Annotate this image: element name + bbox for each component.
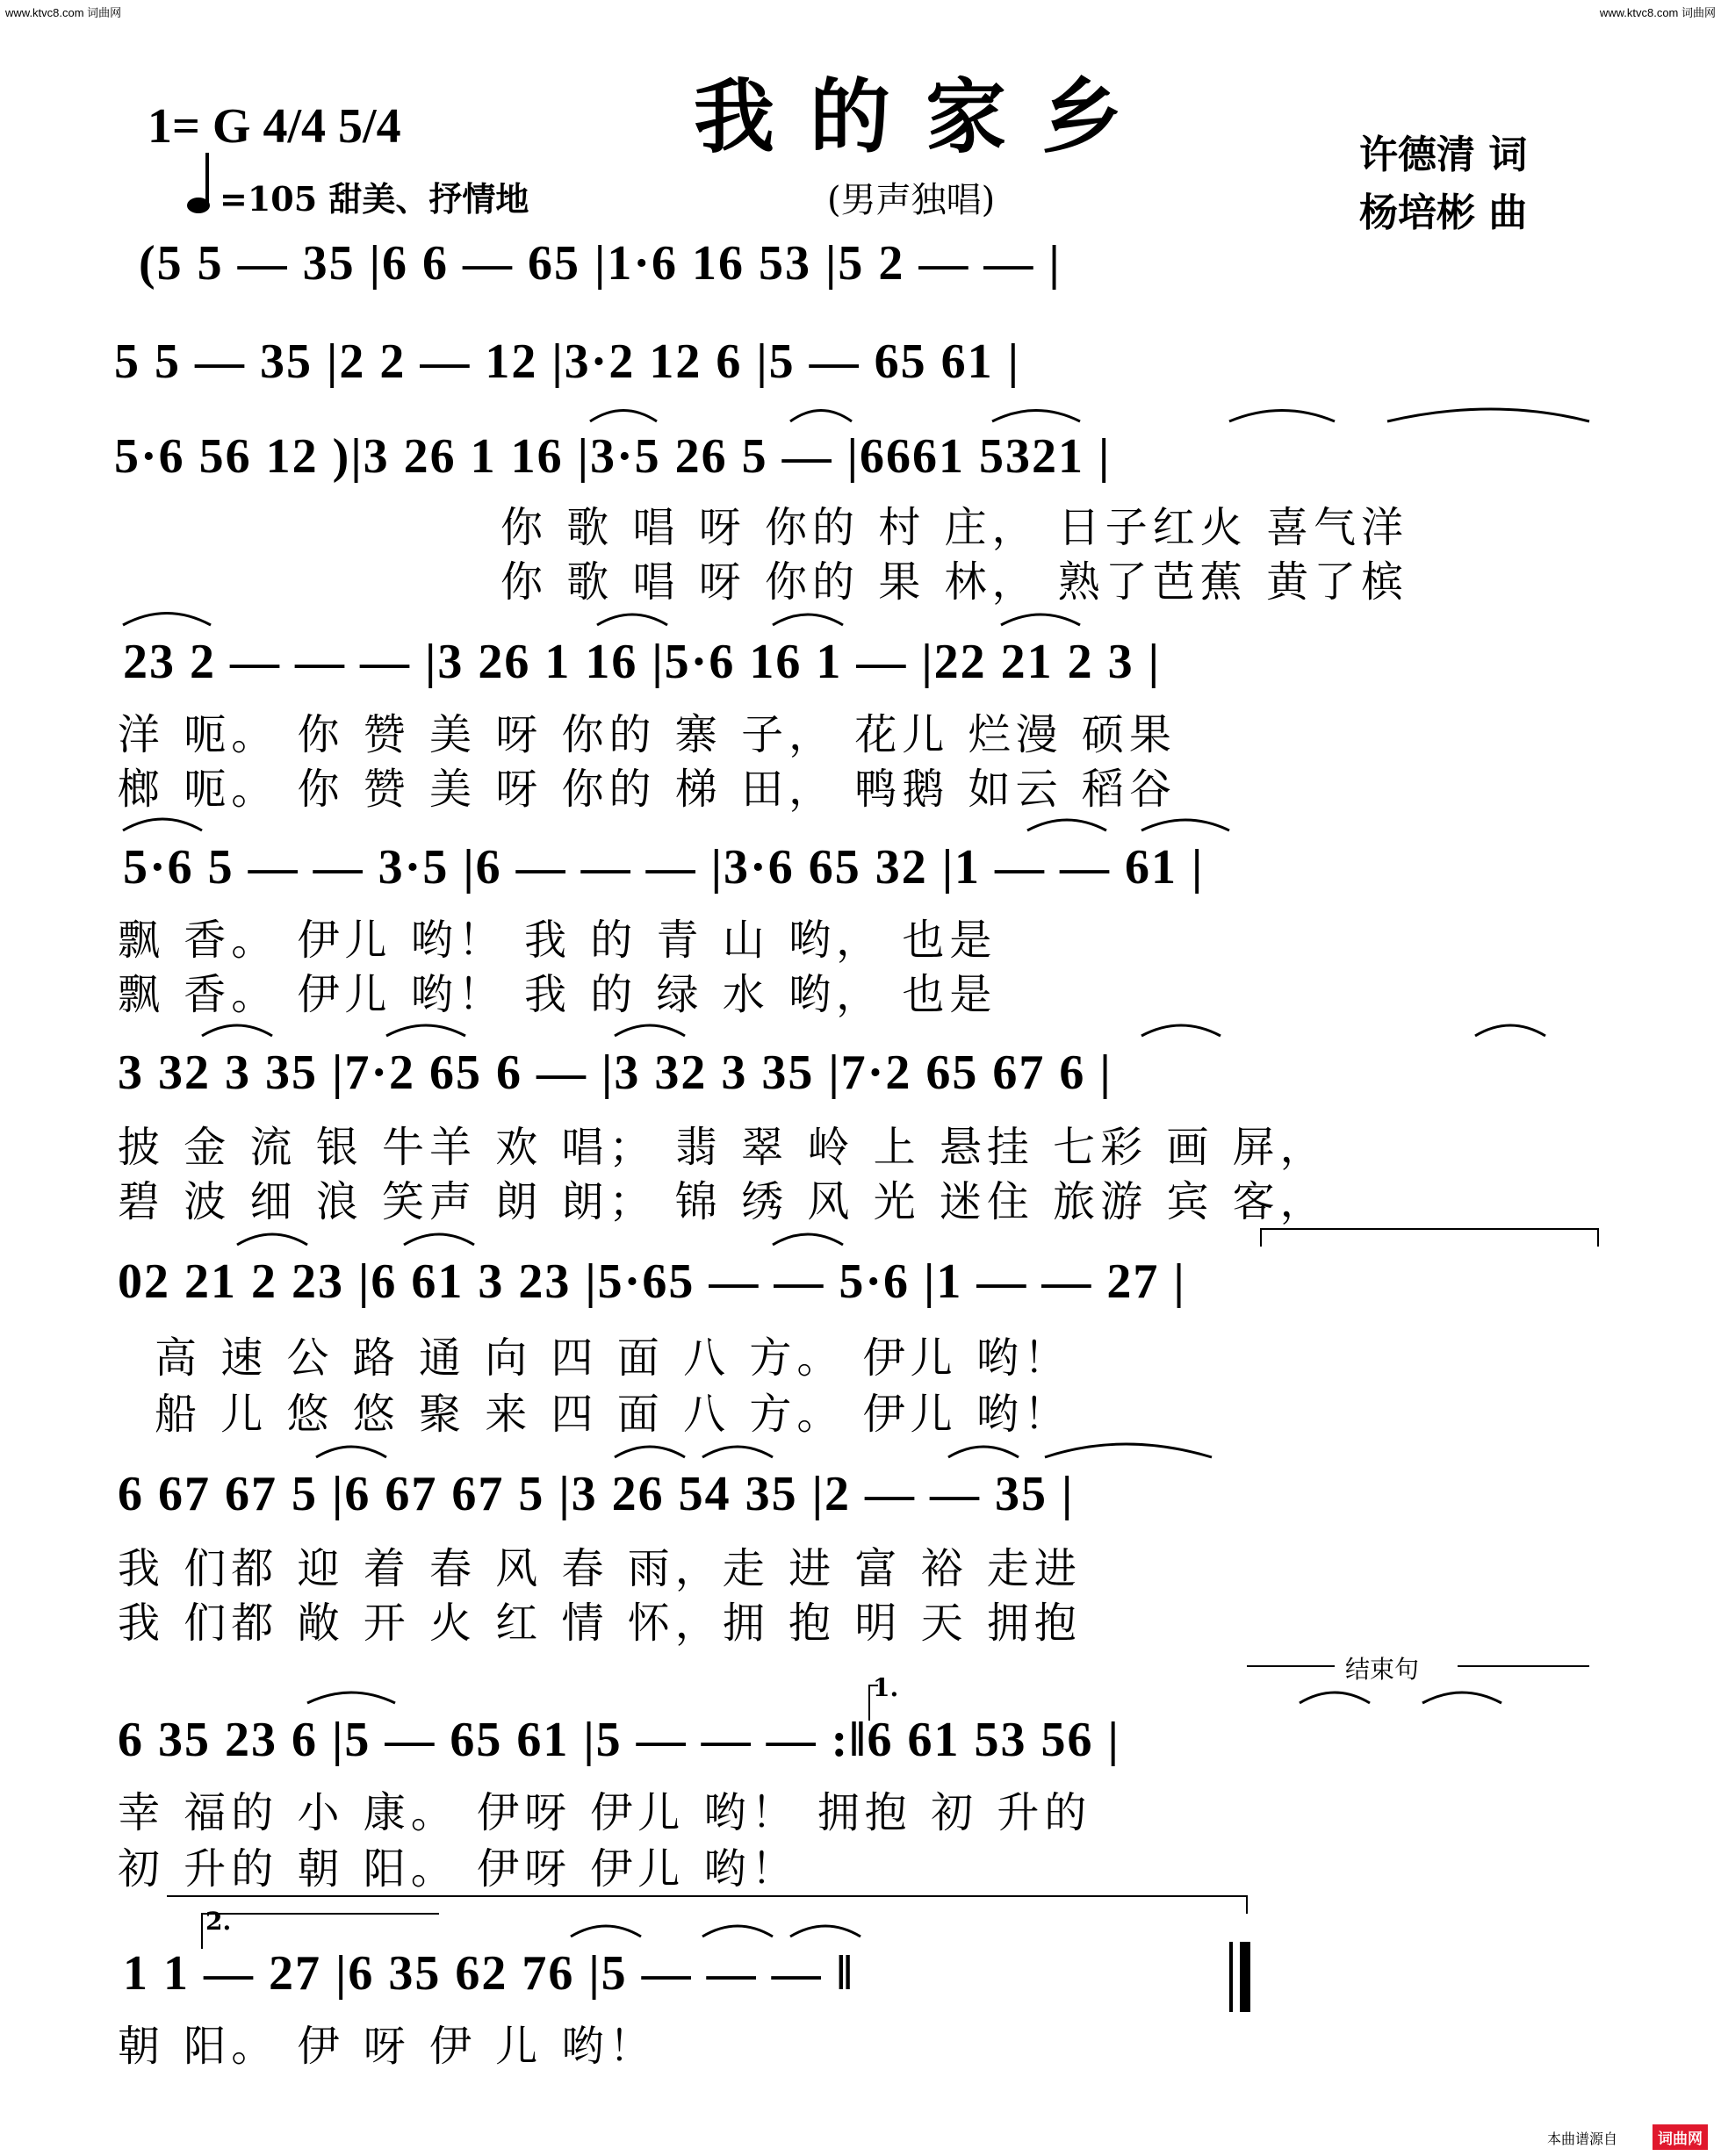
lyric-line-6-verse-2: 碧 波 细 浪 笑声 朗 朗； 锦 绣 风 光 迷住 旅游 宾 客，	[118, 1177, 1328, 1226]
volta-1-label: 1.	[873, 1673, 899, 1702]
slur	[790, 411, 852, 422]
slur	[597, 614, 667, 625]
notation-line-6: 3 32 3 35 |7·2 65 6 — |3 32 3 35 |7·2 65 67 6 |	[118, 1046, 1113, 1100]
notation-line-3: 5·6 56 12 )|3 26 1 16 |3·5 26 5 — |6661 5321 |	[114, 429, 1112, 484]
lyric-line-7-verse-2: 船 儿 悠 悠 聚 来 四 面 八 方。 伊儿 哟！	[155, 1390, 1071, 1439]
volta-bracket-open	[1261, 1229, 1598, 1247]
composer-credit: 杨培彬 曲	[1359, 190, 1528, 235]
notation-line-8: 6 67 67 5 |6 67 67 5 |3 26 54 35 |2 — — 35 |	[118, 1467, 1075, 1521]
volta-2-label: 2.	[205, 1907, 232, 1936]
watermark-right: www.ktvc8.com 词曲网	[1599, 6, 1716, 19]
slur	[702, 1447, 773, 1457]
key-signature: 1= G 4/4 5/4	[148, 99, 401, 154]
notation-line-7: 02 21 2 23 |6 61 3 23 |5·65 — — 5·6 |1 — — 27 |	[118, 1254, 1186, 1309]
lyricist-credit: 许德清 词	[1359, 133, 1528, 177]
performance-subtitle: (男声独唱)	[827, 180, 996, 220]
notation-line-4: 23 2 — — — |3 26 1 16 |5·6 16 1 — |22 21 2 3 |	[123, 635, 1162, 689]
lyric-line-9-verse-2: 初 升的 朝 阳。 伊呀 伊儿 哟！	[118, 1844, 799, 1894]
final-barline-thin	[1229, 1942, 1233, 2012]
notation-line-1: (5 5 — 35 |6 6 — 65 |1·6 16 53 |5 2 — — |	[139, 236, 1062, 291]
slur	[1229, 411, 1335, 422]
slur	[790, 1926, 860, 1937]
lyric-line-10-verse-1: 朝 阳。 伊 呀 伊 儿 哟！	[118, 2022, 657, 2071]
slur	[992, 411, 1080, 422]
slur	[386, 1025, 465, 1036]
notation-line-5: 5·6 5 — — 3·5 |6 — — — |3·6 65 32 |1 — — 61 |	[123, 840, 1205, 895]
slur	[404, 1234, 474, 1245]
slur	[773, 614, 843, 625]
lyric-line-3-verse-2: 你 歌 唱 呀 你的 果 林， 熟了芭蕉 黄了槟	[500, 557, 1409, 607]
slur	[590, 411, 657, 422]
lyric-line-7-verse-1: 高 速 公 路 通 向 四 面 八 方。 伊儿 哟！	[155, 1333, 1071, 1383]
slur	[615, 1447, 685, 1457]
slur	[1141, 1025, 1221, 1036]
page-title: 我的家乡	[694, 69, 1158, 164]
lyric-line-5-verse-1: 飘 香。 伊儿 哟！ 我 的 青 山 哟， 也是	[118, 916, 997, 965]
slur	[1475, 1025, 1545, 1036]
slur	[702, 1926, 773, 1937]
ending-label: 结束句	[1345, 1655, 1420, 1684]
volta-bracket-2	[202, 1914, 439, 1949]
lyric-line-4-verse-2: 榔 呃。 你 赞 美 呀 你的 梯 田， 鸭鹅 如云 稻谷	[118, 765, 1177, 814]
notation-line-9: 6 35 23 6 |5 — 65 61 |5 — — — :‖6 61 53 56 |	[118, 1713, 1120, 1767]
slur	[202, 1025, 272, 1036]
slur	[307, 1692, 395, 1703]
slur	[571, 1926, 641, 1937]
lyric-line-8-verse-1: 我 们都 迎 着 春 风 春 雨，走 进 富 裕 走进	[118, 1544, 1082, 1593]
slur	[1300, 1692, 1370, 1703]
watermark-left: www.ktvc8.com 词曲网	[5, 6, 122, 19]
volta-bracket-top	[167, 1896, 1247, 1914]
lyric-line-5-verse-2: 飘 香。 伊儿 哟！ 我 的 绿 水 哟， 也是	[118, 970, 997, 1019]
volta-bracket-1	[869, 1685, 878, 1721]
lyric-line-6-verse-1: 披 金 流 银 牛羊 欢 唱； 翡 翠 岭 上 悬挂 七彩 画 屏，	[118, 1123, 1328, 1172]
lyric-line-9-verse-1: 幸 福的 小 康。 伊呀 伊儿 哟！ 拥抱 初 升的	[118, 1788, 1092, 1837]
footer-source: 本曲谱源自	[1547, 2132, 1618, 2147]
slur	[1001, 614, 1080, 625]
slur	[1141, 820, 1229, 830]
lyric-line-3-verse-1: 你 歌 唱 呀 你的 村 庄， 日子红火 喜气洋	[500, 503, 1409, 552]
lyric-line-4-verse-1: 洋 呃。 你 赞 美 呀 你的 寨 子， 花儿 烂漫 硕果	[118, 710, 1177, 759]
slur	[773, 1234, 843, 1245]
slur	[1045, 1444, 1212, 1457]
notation-line-2: 5 5 — 35 |2 2 — 12 |3·2 12 6 |5 — 65 61 |	[114, 334, 1021, 389]
slur	[1387, 409, 1589, 421]
slur	[123, 819, 202, 830]
slur	[1422, 1692, 1501, 1703]
slur	[237, 1234, 307, 1245]
slur	[615, 1025, 685, 1036]
footer-logo[interactable]: 词曲网	[1653, 2124, 1708, 2150]
slur	[316, 1447, 386, 1457]
lyric-line-8-verse-2: 我 们都 敞 开 火 红 情 怀，拥 抱 明 天 拥抱	[118, 1599, 1082, 1648]
final-barline-thick	[1240, 1942, 1250, 2012]
tempo-marking: =105 甜美、抒情地	[220, 179, 529, 219]
slur	[948, 1447, 1019, 1457]
slur	[1027, 820, 1106, 830]
slur	[123, 614, 211, 626]
notation-line-10: 1 1 — 27 |6 35 62 76 |5 — — — ‖	[123, 1946, 854, 2001]
